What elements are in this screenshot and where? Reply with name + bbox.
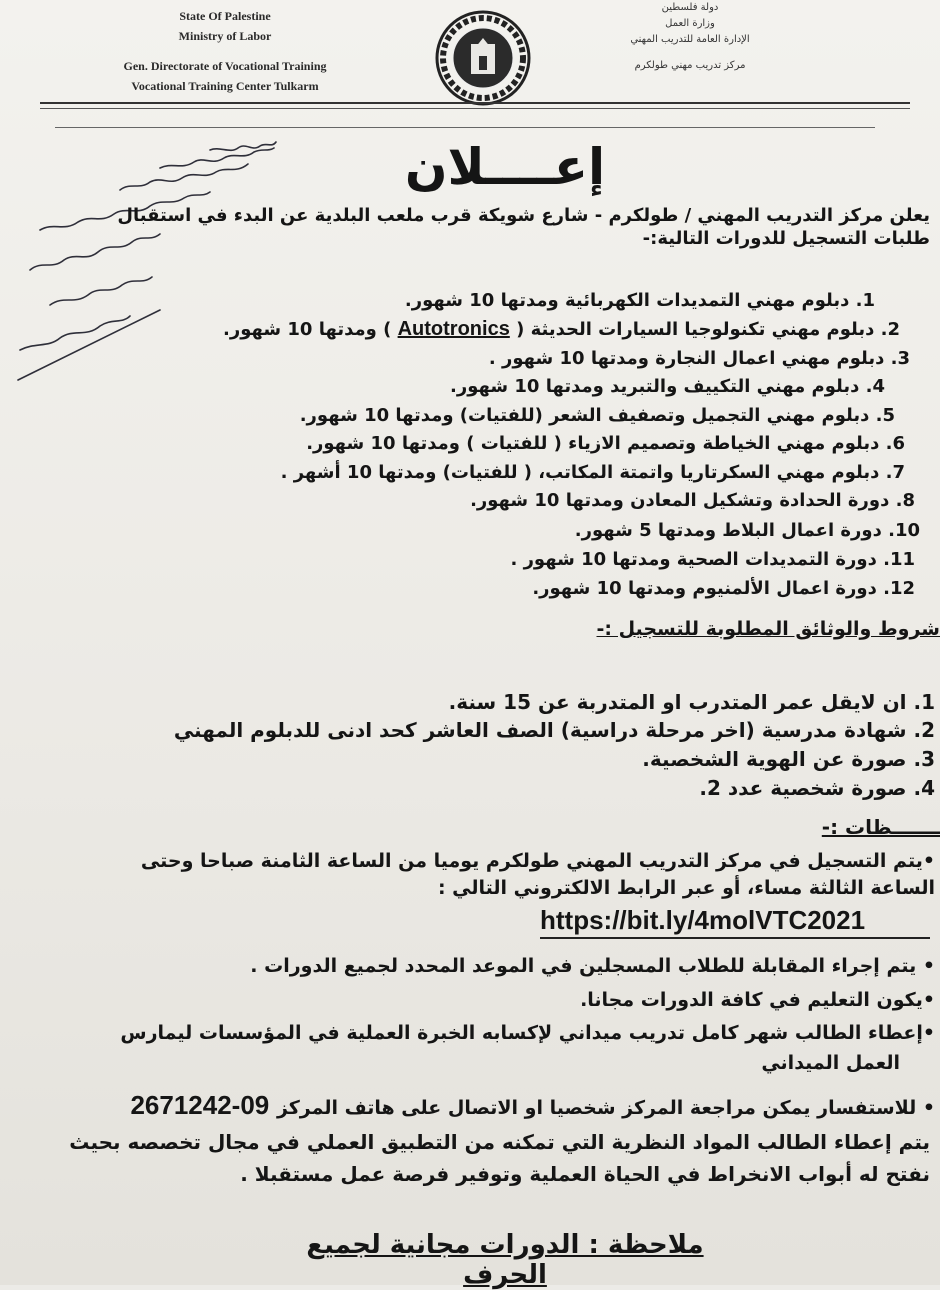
ministry-seal-logo [433, 8, 533, 108]
center-phone: 09-2671242 [130, 1090, 269, 1120]
condition-item: 2. شهادة مدرسية (اخر مرحلة دراسية) الصف العاشر كحد ادنى للدبلوم المهني [174, 718, 935, 742]
course-item: 7. دبلوم مهني السكرتاريا واتمتة المكاتب، ( للفتيات) ومدتها 10 أشهر . [281, 462, 905, 483]
ministry-name: Ministry of Labor [95, 26, 355, 46]
autotronics-label: Autotronics [398, 318, 510, 340]
handwritten-note-scribble [10, 140, 310, 390]
link-underline [540, 937, 930, 939]
condition-item: 3. صورة عن الهوية الشخصية. [642, 747, 935, 771]
theory-paragraph-2: نفتح له أبواب الانخراط في الحياة العملية وتوفير فرصة عمل مستقبلا . [240, 1162, 930, 1186]
registration-link[interactable]: https://bit.ly/4molVTC2021 [540, 905, 865, 936]
header-rule [40, 102, 910, 104]
condition-item: 1. ان لايقل عمر المتدرب او المتدربة عن 15 سنة. [449, 690, 935, 714]
state-name: State Of Palestine [95, 6, 355, 26]
note-field-training: •إعطاء الطالب شهر كامل تدريب ميداني لإكسابه الخبرة العملية في المؤسسات ليمارس [120, 1022, 935, 1044]
course-item: 6. دبلوم مهني الخياطة وتصميم الازياء ( للفتيات ) ومدتها 10 شهور. [306, 433, 905, 454]
notes-heading: ـــــــظات :- [822, 815, 940, 839]
header-english [95, 6, 355, 96]
course-item: 4. دبلوم مهني التكييف والتبريد ومدتها 10 شهور. [450, 376, 885, 397]
state-name-ar: دولة فلسطين [590, 0, 790, 16]
final-note: ملاحظة : الدورات مجانية لجميع الحرف [270, 1230, 740, 1290]
header-rule-thin [40, 108, 910, 109]
center-name: Vocational Training Center Tulkarm [95, 76, 355, 96]
directorate-name-ar: الإدارة العامة للتدريب المهني [590, 32, 790, 48]
note-registration: •يتم التسجيل في مركز التدريب المهني طولكرم يوميا من الساعة الثامنة صباحا وحتى [141, 850, 935, 872]
intro-line-2: طلبات التسجيل للدورات التالية:- [643, 228, 930, 249]
note-registration-cont: الساعة الثالثة مساء، أو عبر الرابط الالكتروني التالي : [438, 877, 935, 899]
note-field-training-cont: العمل الميداني [761, 1052, 900, 1074]
condition-item: 4. صورة شخصية عدد 2. [699, 776, 935, 800]
note-free-education: •يكون التعليم في كافة الدورات مجانا. [580, 989, 935, 1011]
course-item: 5. دبلوم مهني التجميل وتصفيف الشعر (للفتيات) ومدتها 10 شهور. [300, 405, 895, 426]
course-item: 1. دبلوم مهني التمديدات الكهربائية ومدتها 10 شهور. [405, 290, 875, 311]
course-item: 2. دبلوم مهني تكنولوجيا السيارات الحديثة ( Autotronics ) ومدتها 10 شهور. [223, 318, 900, 341]
header-arabic [590, 0, 790, 74]
course-item: 10. دورة اعمال البلاط ومدتها 5 شهور. [575, 520, 920, 541]
note-inquiries: • للاستفسار يمكن مراجعة المركز شخصيا او الاتصال على هاتف المركز 09-2671242 [130, 1090, 935, 1121]
header-rule-lower [55, 127, 875, 128]
page-title: إعــــلان [390, 138, 620, 196]
course-item: 8. دورة الحدادة وتشكيل المعادن ومدتها 10 شهور. [470, 490, 915, 511]
conditions-heading: شروط والوثائق المطلوبة للتسجيل :- [597, 618, 940, 640]
course-item: 11. دورة التمديدات الصحية ومدتها 10 شهور . [510, 549, 915, 570]
course-item: 3. دبلوم مهني اعمال النجارة ومدتها 10 شهور . [489, 348, 910, 369]
theory-paragraph-1: يتم إعطاء الطالب المواد النظرية التي تمكنه من التطبيق العملي في مجال تخصصه بحيث [69, 1130, 930, 1154]
ministry-name-ar: وزارة العمل [590, 16, 790, 32]
directorate-name: Gen. Directorate of Vocational Training [95, 56, 355, 76]
intro-line-1: يعلن مركز التدريب المهني / طولكرم - شارع شويكة قرب ملعب البلدية عن البدء في استقبال [117, 205, 930, 226]
center-name-ar: مركز تدريب مهني طولكرم [590, 58, 790, 74]
note-interview: • يتم إجراء المقابلة للطلاب المسجلين في الموعد المحدد لجميع الدورات . [250, 955, 935, 977]
course-item: 12. دورة اعمال الألمنيوم ومدتها 10 شهور. [532, 578, 915, 599]
